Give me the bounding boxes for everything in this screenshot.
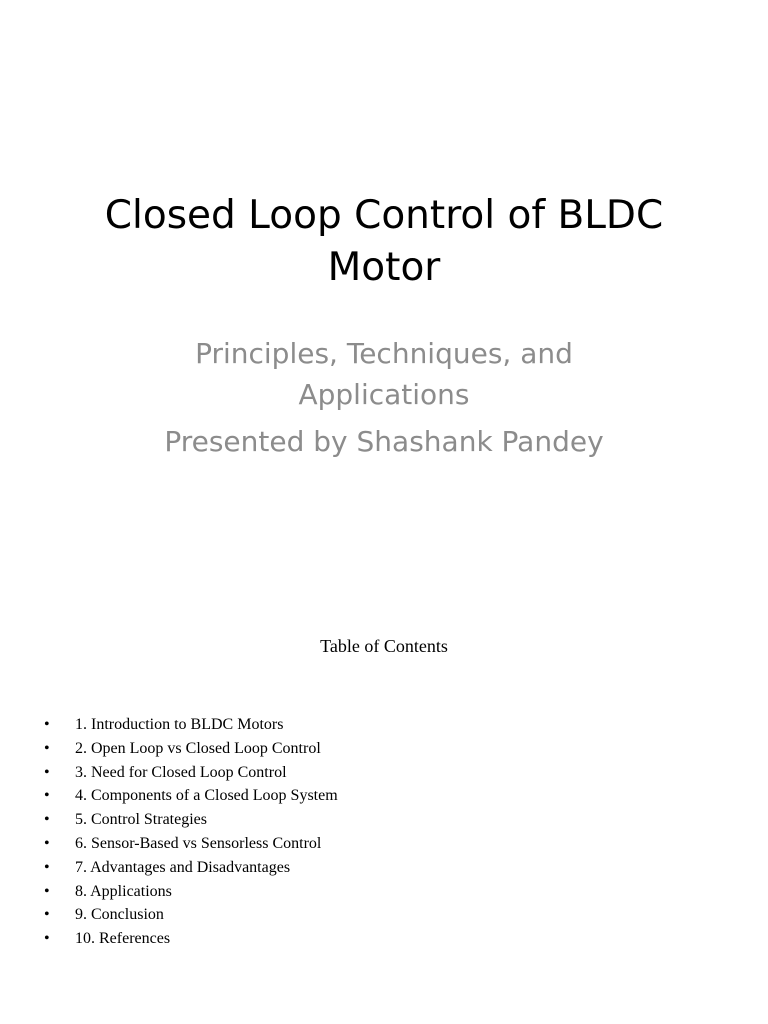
toc-heading: Table of Contents bbox=[320, 636, 448, 656]
bullet-icon: • bbox=[44, 882, 50, 900]
toc-item-introduction bbox=[44, 713, 338, 737]
toc-item-label: 6. Sensor-Based vs Sensorless Control bbox=[75, 834, 322, 852]
bullet-icon: • bbox=[44, 716, 50, 733]
bullet-icon: • bbox=[44, 763, 50, 781]
toc-item-label: 5. Control Strategies bbox=[75, 811, 207, 829]
bullet-icon: • bbox=[44, 811, 50, 829]
slide-title: Closed Loop Control of BLDC Motor bbox=[104, 193, 664, 290]
subtitle-line-1: Principles, Techniques, and bbox=[195, 337, 573, 370]
bullet-icon: • bbox=[44, 739, 50, 757]
toc-item-label: 10. References bbox=[75, 930, 171, 948]
toc-item-label: 2. Open Loop vs Closed Loop Control bbox=[75, 739, 321, 757]
bullet-icon: • bbox=[44, 858, 50, 876]
toc-item-applications bbox=[44, 880, 338, 904]
toc-item-label: 4. Components of a Closed Loop System bbox=[75, 787, 338, 805]
toc-item-label: 8. Applications bbox=[75, 882, 172, 900]
toc-item-conclusion bbox=[44, 903, 338, 927]
bullet-icon: • bbox=[44, 834, 50, 852]
toc-item-strategies bbox=[44, 808, 338, 832]
toc-item-label: 9. Conclusion bbox=[75, 906, 164, 924]
presenter-line: Presented by Shashank Pandey bbox=[164, 425, 604, 458]
toc-list bbox=[44, 713, 338, 951]
subtitle-block bbox=[60, 333, 708, 462]
toc-item-sensor bbox=[44, 832, 338, 856]
toc-item-label: 3. Need for Closed Loop Control bbox=[75, 763, 287, 781]
subtitle-line-2: Applications bbox=[298, 378, 470, 411]
bullet-icon: • bbox=[44, 787, 50, 805]
toc-item-references bbox=[44, 927, 338, 951]
bullet-icon: • bbox=[44, 906, 50, 924]
toc-item-label: 1. Introduction to BLDC Motors bbox=[75, 716, 284, 733]
toc-item-need bbox=[44, 761, 338, 785]
toc-item-advantages bbox=[44, 856, 338, 880]
toc-item-open-vs-closed bbox=[44, 737, 338, 761]
bullet-icon: • bbox=[44, 930, 50, 948]
toc-item-components bbox=[44, 784, 338, 808]
toc-item-label: 7. Advantages and Disadvantages bbox=[75, 858, 291, 876]
